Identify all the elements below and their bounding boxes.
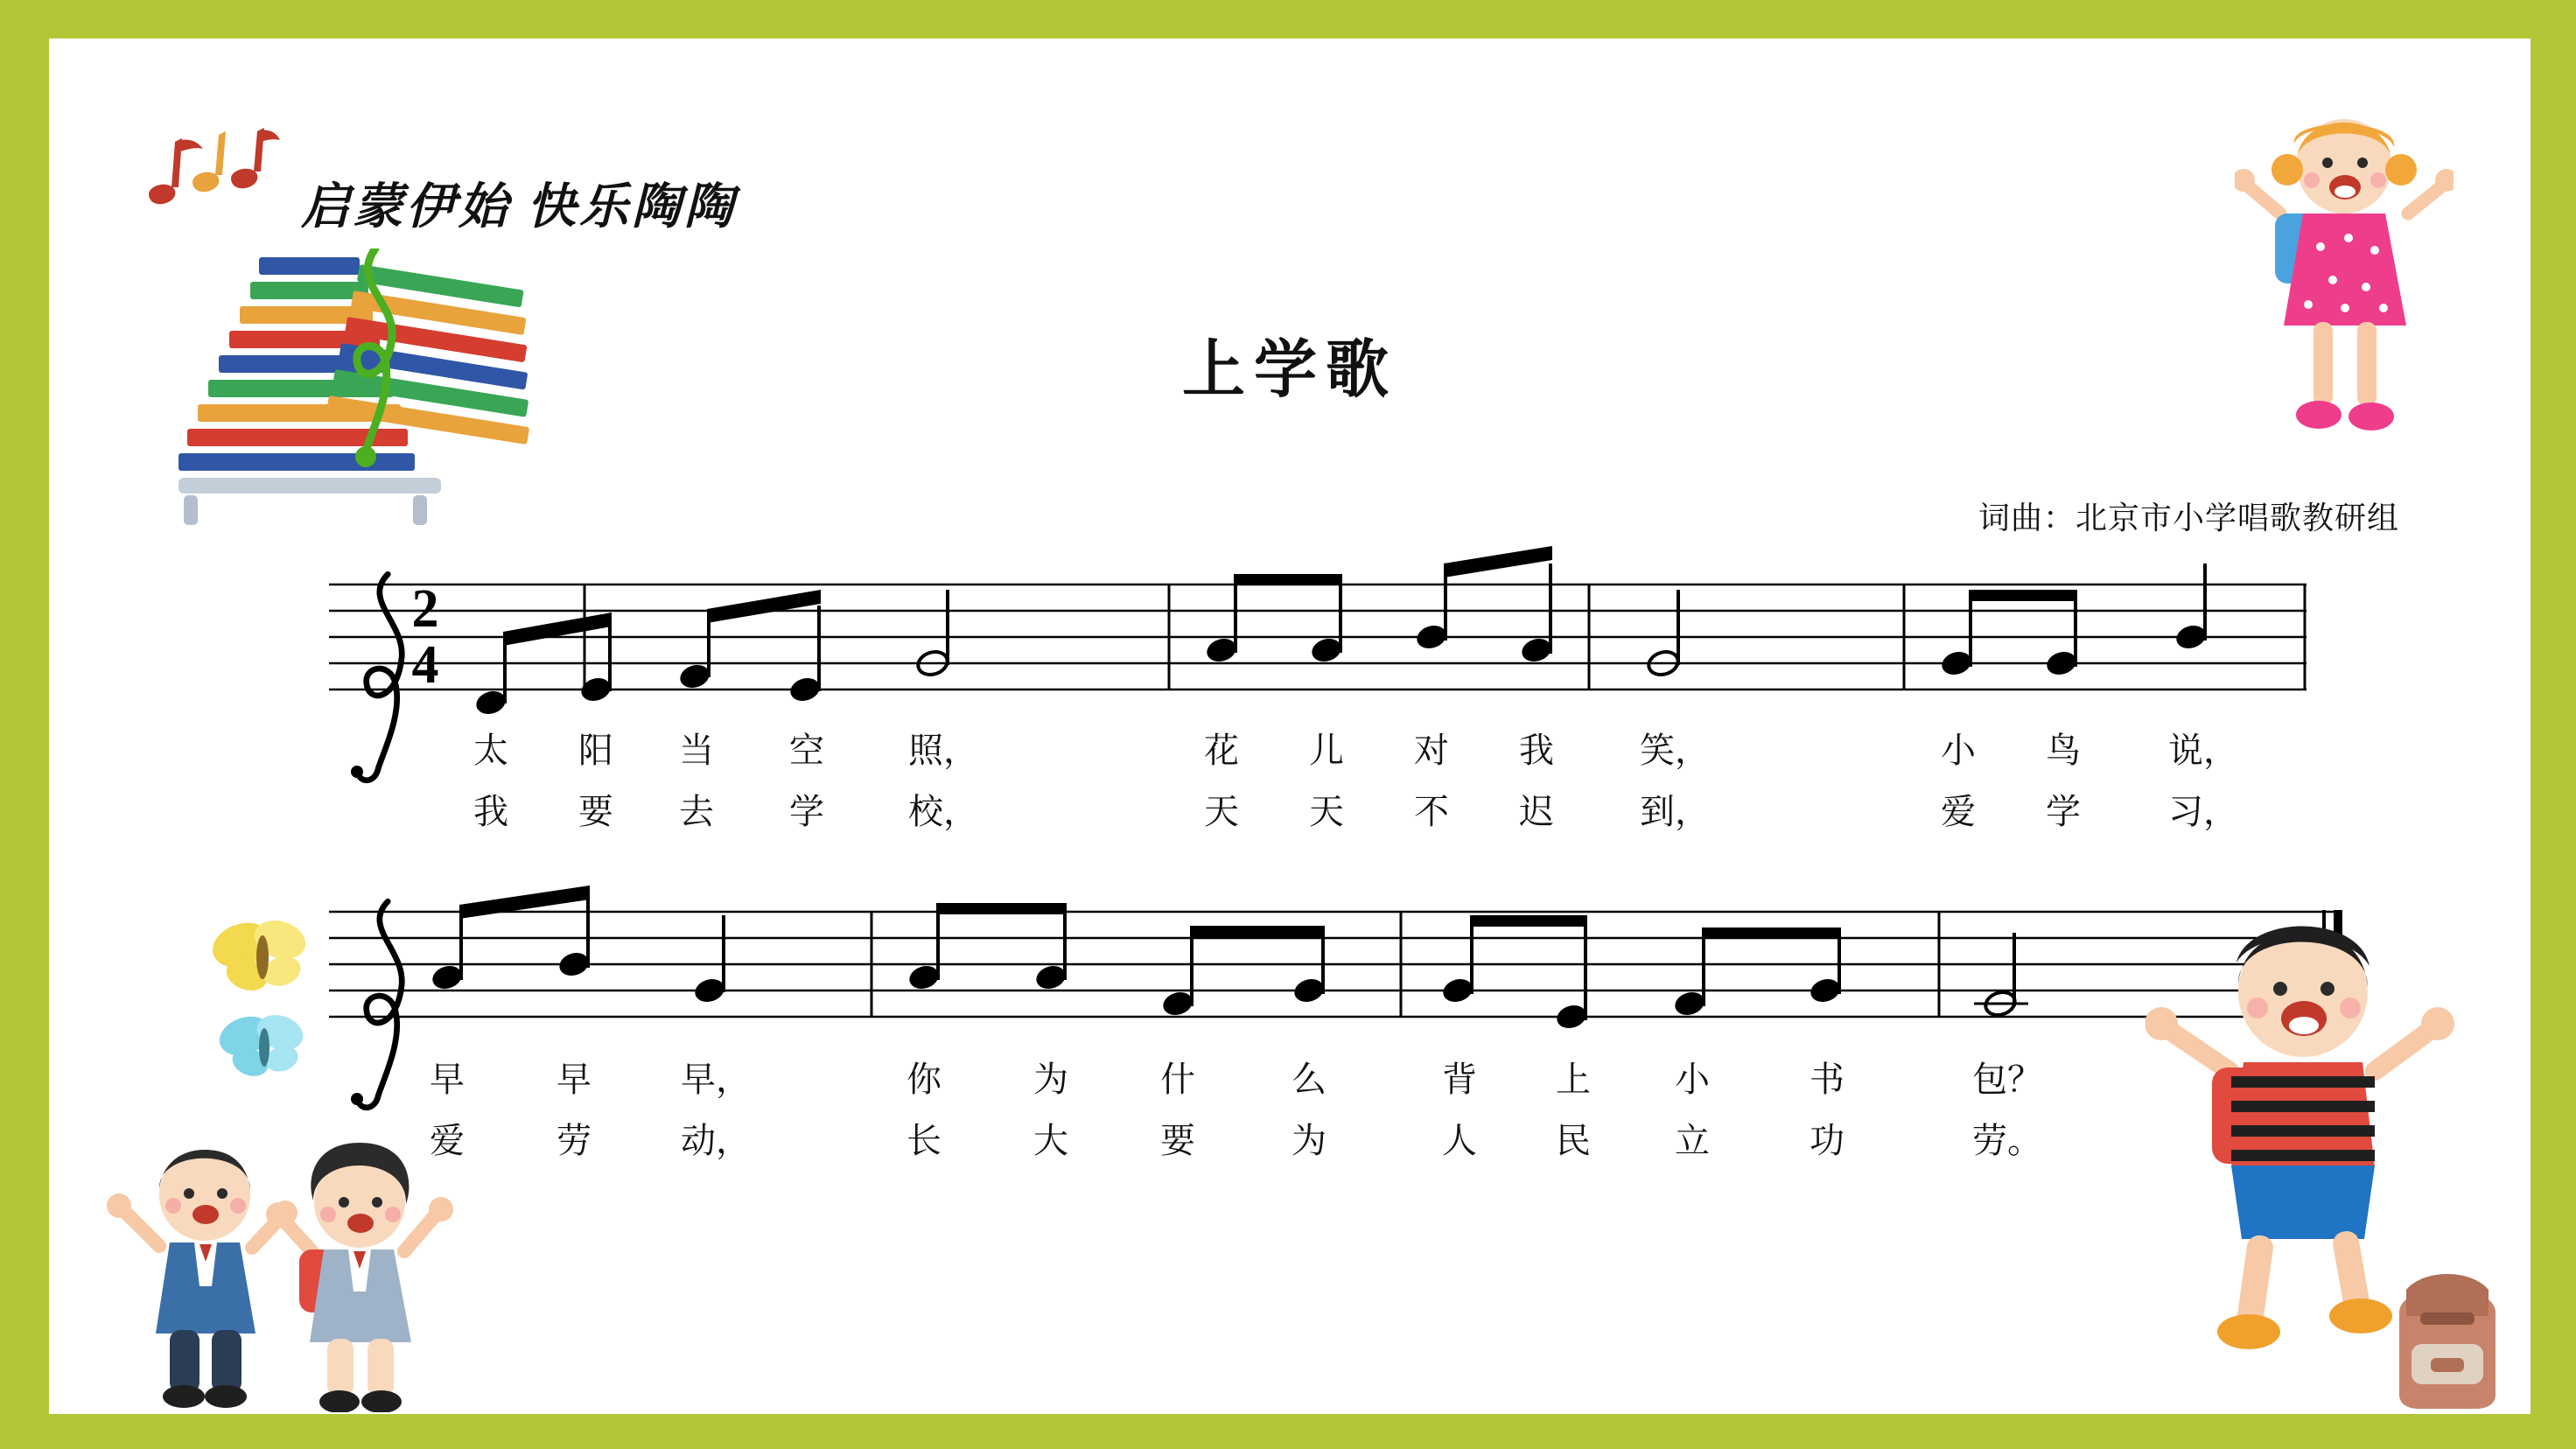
lyric-syllable: 早 <box>556 1060 592 1099</box>
butterfly-group <box>206 914 346 1115</box>
slide-page <box>49 38 2530 1414</box>
lyric-syllable: 小 <box>1941 731 1976 770</box>
backpack-clipart <box>2382 1264 2513 1412</box>
lyric-syllable: 我 <box>473 792 508 831</box>
page-title: 上学歌 <box>1181 335 1397 405</box>
lyric-syllable: 民 <box>1556 1121 1591 1160</box>
lyric-syllable: 照， <box>908 731 978 770</box>
lyric-syllable: 鸟 <box>2046 731 2081 770</box>
lyric-syllable: 学 <box>2046 792 2081 831</box>
lyric-syllable: 功 <box>1810 1121 1844 1160</box>
music-note-icon <box>140 126 289 222</box>
lyric-syllable: 背 <box>1442 1060 1477 1099</box>
lyric-syllable: 我 <box>1519 731 1554 770</box>
credit-line: 词曲：北京市小学唱歌教研组 <box>1978 500 2399 536</box>
lyric-syllable: 说， <box>2168 731 2238 770</box>
girl-student-clipart <box>2235 108 2454 476</box>
lyric-syllable: 要 <box>578 792 613 831</box>
lyric-syllable: 爱 <box>1941 792 1976 831</box>
lyric-syllable: 为 <box>1292 1121 1326 1160</box>
header-banner-text: 启蒙伊始 快乐陶陶 <box>301 180 737 234</box>
lyric-syllable: 么 <box>1292 1060 1326 1099</box>
two-kids-clipart <box>102 1115 486 1412</box>
lyric-syllable: 人 <box>1442 1121 1477 1160</box>
lyric-syllable: 迟 <box>1519 792 1554 831</box>
lyric-syllable: 不 <box>1414 792 1449 831</box>
lyric-syllable: 早 <box>430 1060 465 1099</box>
time-sig-bottom: 4 <box>411 635 439 695</box>
lyric-syllable: 到， <box>1640 792 1710 831</box>
lyric-syllable: 阳 <box>578 731 613 770</box>
lyric-syllable: 小 <box>1675 1060 1710 1099</box>
lyric-syllable: 学 <box>789 792 824 831</box>
lyric-syllable: 儿 <box>1309 731 1344 770</box>
lyric-syllable: 空 <box>789 731 824 770</box>
lyric-syllable: 大 <box>1033 1121 1068 1160</box>
lyric-syllable: 当 <box>679 731 714 770</box>
butterfly-yellow-clipart <box>206 914 311 996</box>
lyric-syllable: 包？ <box>1972 1060 2042 1099</box>
lyric-syllable: 天 <box>1204 792 1239 831</box>
butterfly-blue-clipart <box>214 1010 308 1082</box>
lyric-syllable: 立 <box>1675 1121 1710 1160</box>
lyric-syllable: 要 <box>1160 1121 1195 1160</box>
lyric-syllable: 劳 <box>556 1121 592 1160</box>
time-sig-top: 2 <box>411 579 439 639</box>
lyric-syllable: 上 <box>1556 1060 1591 1099</box>
lyric-syllable: 去 <box>679 792 714 831</box>
lyric-syllable: 长 <box>906 1121 942 1160</box>
lyric-syllable: 花 <box>1204 731 1239 770</box>
lyric-syllable: 天 <box>1309 792 1344 831</box>
lyric-syllable: 书 <box>1810 1060 1844 1099</box>
lyric-syllable: 爱 <box>430 1121 465 1160</box>
lyric-syllable: 动， <box>681 1121 751 1160</box>
lyric-syllable: 什 <box>1160 1060 1195 1099</box>
lyric-syllable: 习， <box>2168 792 2238 831</box>
lyric-syllable: 笑， <box>1640 731 1710 770</box>
lyric-syllable: 对 <box>1414 731 1449 770</box>
lyric-syllable: 你 <box>906 1060 942 1099</box>
lyric-syllable: 为 <box>1033 1060 1068 1099</box>
lyric-syllable: 校， <box>908 792 978 831</box>
lyric-syllable: 早， <box>681 1060 751 1099</box>
lyric-syllable: 太 <box>473 731 508 770</box>
lyric-syllable: 劳。 <box>1972 1121 2042 1160</box>
